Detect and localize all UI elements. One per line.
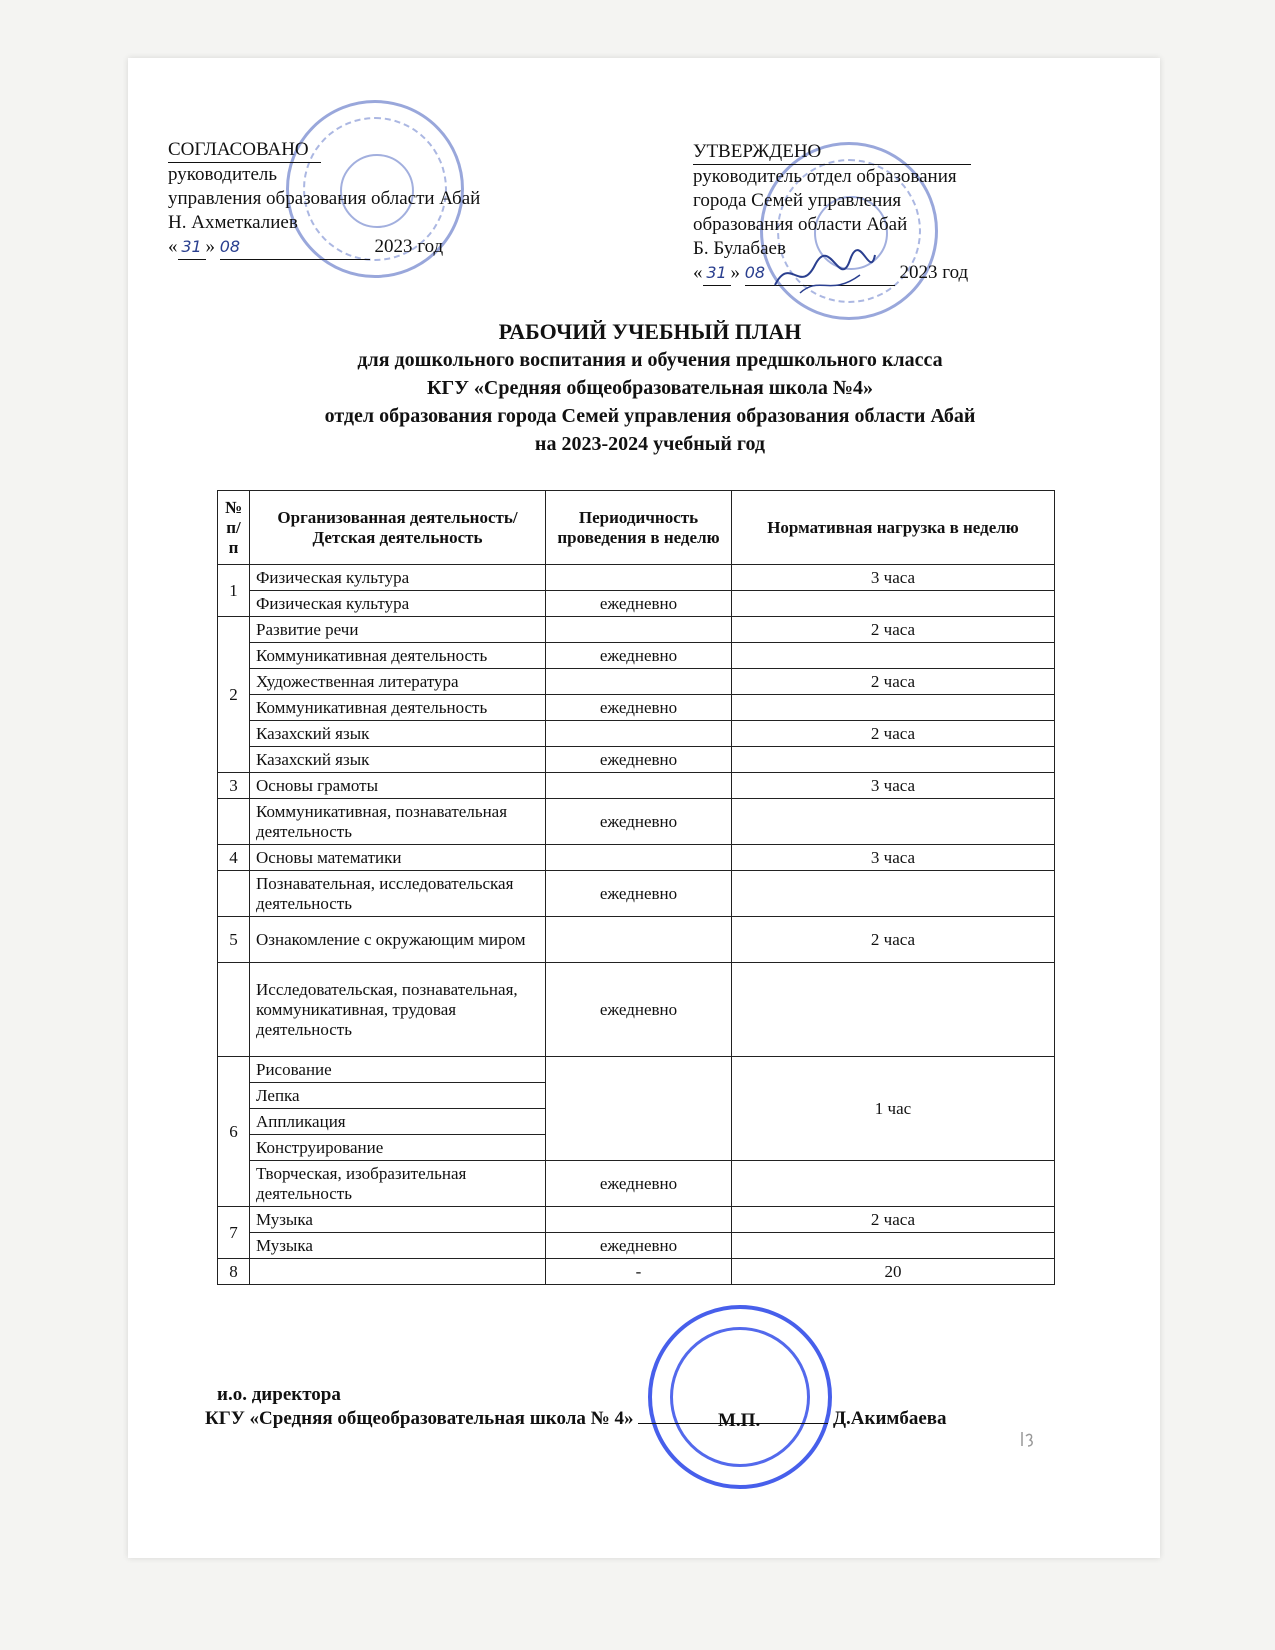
activity-cell: Рисование bbox=[250, 1057, 546, 1083]
load-cell: 2 часа bbox=[732, 617, 1055, 643]
agreed-line-1: руководитель bbox=[168, 164, 278, 185]
periodicity-cell: ежедневно bbox=[546, 871, 732, 917]
agreed-heading: СОГЛАСОВАНО bbox=[168, 138, 321, 163]
header-load: Нормативная нагрузка в неделю bbox=[732, 491, 1055, 565]
agreed-date-year: 2023 год bbox=[374, 236, 444, 257]
table-row bbox=[218, 799, 1055, 845]
table-row bbox=[218, 1233, 1055, 1259]
periodicity-cell bbox=[546, 1057, 732, 1161]
approved-date-day: 31 bbox=[703, 261, 731, 286]
approved-line-2: города Семей управления bbox=[693, 190, 902, 211]
activity-cell: Лепка bbox=[250, 1083, 546, 1109]
agreed-line-2: управления образования области Абай bbox=[168, 188, 481, 209]
periodicity-cell bbox=[546, 845, 732, 871]
periodicity-cell: ежедневно bbox=[546, 643, 732, 669]
table-row bbox=[218, 773, 1055, 799]
row-number: 3 bbox=[218, 773, 250, 799]
periodicity-cell bbox=[546, 565, 732, 591]
director-org: КГУ «Средняя общеобразовательная школа № 4» bbox=[205, 1408, 634, 1429]
periodicity-cell: ежедневно bbox=[546, 591, 732, 617]
title-main: РАБОЧИЙ УЧЕБНЫЙ ПЛАН bbox=[498, 319, 802, 344]
header-num: № п/п bbox=[218, 491, 250, 565]
header-periodicity: Периодичность проведения в неделю bbox=[546, 491, 732, 565]
load-cell: 1 час bbox=[732, 1057, 1055, 1161]
approved-line-1: руководитель отдел образования bbox=[693, 166, 957, 187]
row-number: 1 bbox=[218, 565, 250, 617]
periodicity-cell: ежедневно bbox=[546, 1233, 732, 1259]
approval-agreed-block bbox=[168, 138, 498, 260]
table-row bbox=[218, 643, 1055, 669]
approved-heading: УТВЕРЖДЕНО bbox=[693, 140, 971, 165]
total-load-cell: 20 bbox=[732, 1259, 1055, 1285]
activity-cell: Физическая культура bbox=[250, 565, 546, 591]
periodicity-cell: ежедневно bbox=[546, 799, 732, 845]
table-header-row bbox=[218, 491, 1055, 565]
approved-date-month: 08 bbox=[745, 261, 895, 286]
activity-cell: Основы грамоты bbox=[250, 773, 546, 799]
activity-cell: Казахский язык bbox=[250, 721, 546, 747]
periodicity-cell: ежедневно bbox=[546, 1161, 732, 1207]
activity-cell: Музыка bbox=[250, 1207, 546, 1233]
row-number: 8 bbox=[218, 1259, 250, 1285]
periodicity-cell: - bbox=[546, 1259, 732, 1285]
load-cell bbox=[732, 799, 1055, 845]
table-row bbox=[218, 1207, 1055, 1233]
row-number: 7 bbox=[218, 1207, 250, 1259]
load-cell: 3 часа bbox=[732, 565, 1055, 591]
periodicity-cell: ежедневно bbox=[546, 747, 732, 773]
approved-date: « 31 » 08 2023 год bbox=[693, 261, 1013, 286]
document-title bbox=[180, 318, 1120, 458]
title-line-2: для дошкольного воспитания и обучения предшкольного класса bbox=[357, 349, 943, 371]
table-row bbox=[218, 669, 1055, 695]
row-number bbox=[218, 871, 250, 917]
load-cell bbox=[732, 591, 1055, 617]
agreed-date-day: 31 bbox=[178, 235, 206, 260]
load-cell bbox=[732, 963, 1055, 1057]
load-cell bbox=[732, 871, 1055, 917]
activity-cell: Художественная литература bbox=[250, 669, 546, 695]
agreed-date: « 31 » 08 2023 год bbox=[168, 235, 498, 260]
table-row bbox=[218, 695, 1055, 721]
table-row bbox=[218, 617, 1055, 643]
signature-line bbox=[205, 1407, 947, 1431]
title-line-4: отдел образования города Семей управления образования области Абай bbox=[324, 405, 976, 427]
table-row bbox=[218, 721, 1055, 747]
activity-cell: Казахский язык bbox=[250, 747, 546, 773]
approved-line-3: образования области Абай bbox=[693, 214, 908, 235]
row-number: 2 bbox=[218, 617, 250, 773]
table-row bbox=[218, 1161, 1055, 1207]
load-cell bbox=[732, 643, 1055, 669]
seal-place-label: М.П. bbox=[718, 1410, 761, 1431]
periodicity-cell bbox=[546, 617, 732, 643]
agreed-date-month: 08 bbox=[220, 235, 370, 260]
director-name: Д.Акимбаева bbox=[832, 1408, 947, 1429]
row-number: 6 bbox=[218, 1057, 250, 1207]
activity-cell: Познавательная, исследовательская деятельность bbox=[250, 871, 546, 917]
row-number: 5 bbox=[218, 917, 250, 963]
table-row bbox=[218, 747, 1055, 773]
activity-cell: Конструирование bbox=[250, 1135, 546, 1161]
load-cell: 2 часа bbox=[732, 1207, 1055, 1233]
activity-cell: Творческая, изобразительная деятельность bbox=[250, 1161, 546, 1207]
activity-cell: Коммуникативная деятельность bbox=[250, 643, 546, 669]
activity-cell: Исследовательская, познавательная, коммуникативная, трудовая деятельность bbox=[250, 963, 546, 1057]
periodicity-cell bbox=[546, 917, 732, 963]
table-row bbox=[218, 565, 1055, 591]
load-cell: 2 часа bbox=[732, 721, 1055, 747]
table-row bbox=[218, 591, 1055, 617]
activity-cell: Физическая культура bbox=[250, 591, 546, 617]
load-cell: 2 часа bbox=[732, 917, 1055, 963]
agreed-line-3: Н. Ахметкалиев bbox=[168, 212, 298, 233]
activity-cell: Основы математики bbox=[250, 845, 546, 871]
approved-date-year: 2023 год bbox=[899, 262, 969, 283]
activity-cell: Развитие речи bbox=[250, 617, 546, 643]
activity-cell bbox=[250, 1259, 546, 1285]
periodicity-cell bbox=[546, 773, 732, 799]
margin-scribble bbox=[1018, 1428, 1040, 1450]
periodicity-cell: ежедневно bbox=[546, 963, 732, 1057]
activity-cell: Музыка bbox=[250, 1233, 546, 1259]
periodicity-cell: ежедневно bbox=[546, 695, 732, 721]
handwritten-signature bbox=[770, 245, 880, 300]
table-row-total bbox=[218, 1259, 1055, 1285]
activity-cell: Ознакомление с окружающим миром bbox=[250, 917, 546, 963]
periodicity-cell bbox=[546, 669, 732, 695]
signature-block bbox=[205, 1383, 947, 1431]
load-cell bbox=[732, 1161, 1055, 1207]
title-line-5: на 2023-2024 учебный год bbox=[534, 433, 766, 455]
load-cell bbox=[732, 1233, 1055, 1259]
activity-cell: Коммуникативная, познавательная деятельность bbox=[250, 799, 546, 845]
load-cell: 3 часа bbox=[732, 773, 1055, 799]
row-number bbox=[218, 963, 250, 1057]
load-cell bbox=[732, 695, 1055, 721]
load-cell: 3 часа bbox=[732, 845, 1055, 871]
header-activity: Организованная деятельность/Детская деятельность bbox=[250, 491, 546, 565]
table-row bbox=[218, 917, 1055, 963]
director-role: и.о. директора bbox=[217, 1384, 341, 1405]
load-cell: 2 часа bbox=[732, 669, 1055, 695]
periodicity-cell bbox=[546, 1207, 732, 1233]
activity-cell: Аппликация bbox=[250, 1109, 546, 1135]
curriculum-table bbox=[217, 490, 1055, 1285]
periodicity-cell bbox=[546, 721, 732, 747]
table-row bbox=[218, 845, 1055, 871]
row-number bbox=[218, 799, 250, 845]
title-line-3: КГУ «Средняя общеобразовательная школа №4» bbox=[427, 377, 873, 399]
table-row bbox=[218, 963, 1055, 1057]
approved-line-4: Б. Булабаев bbox=[693, 238, 786, 259]
activity-cell: Коммуникативная деятельность bbox=[250, 695, 546, 721]
table-row bbox=[218, 871, 1055, 917]
load-cell bbox=[732, 747, 1055, 773]
table-row bbox=[218, 1057, 1055, 1083]
row-number: 4 bbox=[218, 845, 250, 871]
